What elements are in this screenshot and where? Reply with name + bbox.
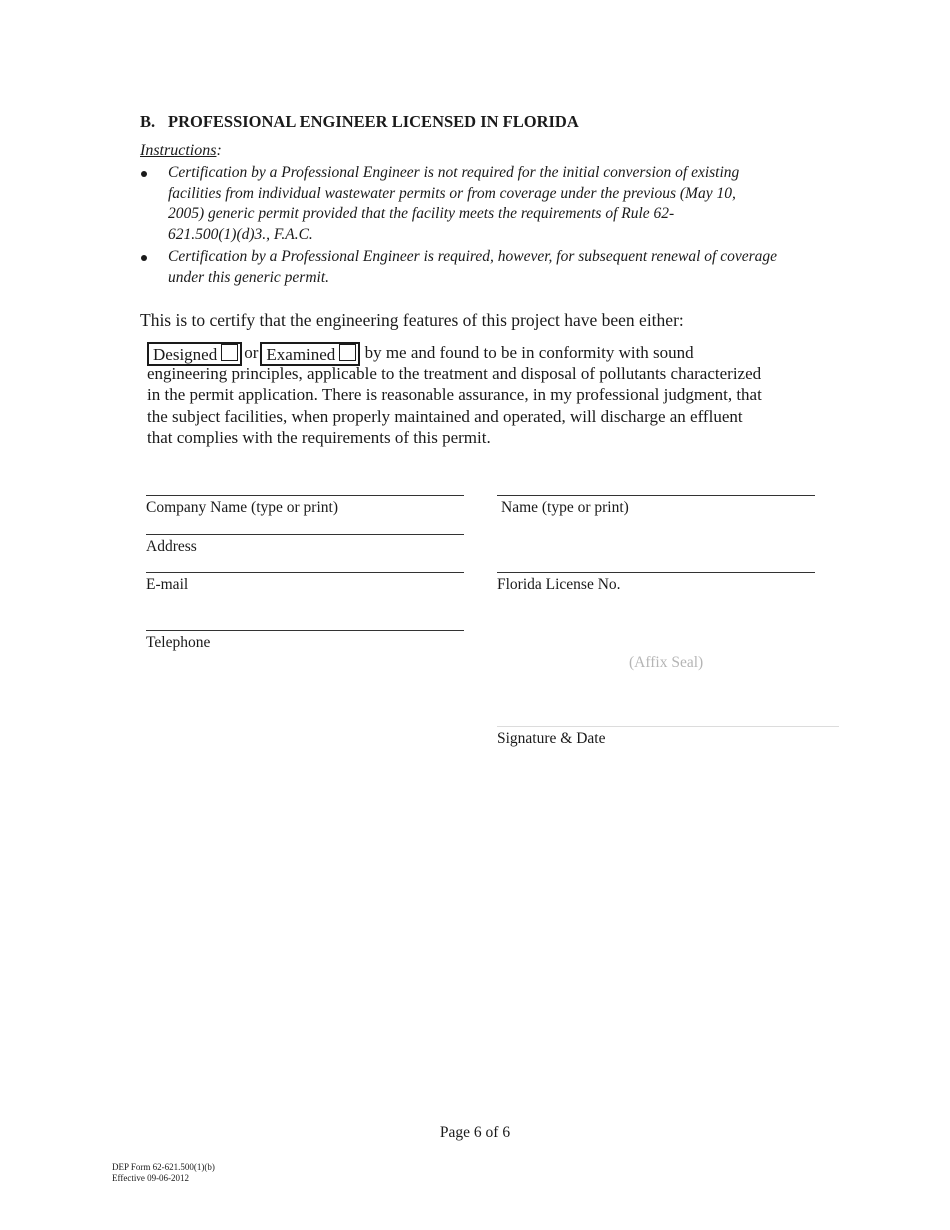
bullet-line: Certification by a Professional Engineer is not required for the initial conversion of existing — [168, 164, 740, 181]
bullet-line: 621.500(1)(d)3., F.A.C. — [168, 226, 313, 244]
certification-line: that complies with the requirements of this permit. — [147, 427, 491, 447]
examined-label: Examined — [266, 345, 336, 364]
page-number: Page 6 of 6 — [439, 1124, 511, 1141]
section-letter: B. — [140, 112, 156, 131]
signature-label: Signature & Date — [497, 730, 606, 747]
license-label: Florida License No. — [497, 576, 621, 593]
affix-seal-label: (Affix Seal) — [629, 654, 704, 671]
designed-label: Designed — [153, 345, 218, 364]
bullet-dot-icon — [141, 171, 147, 177]
section-heading — [140, 112, 579, 132]
certification-lead: This is to certify that the engineering features of this project have been either: — [140, 310, 684, 330]
address-label: Address — [146, 538, 197, 555]
certification-line: engineering principles, applicable to the treatment and disposal of pollutants characterized — [147, 364, 762, 384]
form-id: DEP Form 62-621.500(1)(b) — [112, 1162, 215, 1172]
bullet-line: facilities from individual wastewater permits or from coverage under the previous (May 10, — [168, 184, 736, 202]
examined-checkbox[interactable] — [339, 344, 356, 361]
bullet-text — [168, 247, 823, 288]
company-name-line[interactable] — [146, 495, 464, 496]
certification-first-line — [147, 342, 847, 363]
instructions-colon: : — [216, 142, 222, 159]
email-label: E-mail — [146, 576, 189, 593]
form-footer — [112, 1162, 215, 1184]
name-line[interactable] — [497, 495, 815, 496]
certification-line: in the permit application. There is reasonable assurance, in my professional judgment, that — [147, 385, 762, 405]
form-effective-date: Effective 09-06-2012 — [112, 1173, 190, 1183]
first-line-rest: by me and found to be in conformity with sound — [364, 343, 694, 362]
address-line[interactable] — [146, 534, 464, 535]
company-name-label: Company Name (type or print) — [146, 499, 338, 516]
bullet-line: Certification by a Professional Engineer is required, however, for subsequent renewal of coverage — [168, 248, 777, 265]
section-title: PROFESSIONAL ENGINEER LICENSED IN FLORIDA — [168, 112, 579, 131]
certification-paragraph — [147, 342, 847, 448]
telephone-line[interactable] — [146, 630, 464, 631]
bullet-dot-icon — [141, 255, 147, 261]
designed-checkbox[interactable] — [221, 344, 238, 361]
bullet-text — [168, 163, 823, 246]
instructions-label — [140, 142, 222, 160]
name-label: Name (type or print) — [501, 499, 629, 516]
telephone-label: Telephone — [146, 634, 211, 651]
instructions-label-text: Instructions — [140, 142, 217, 159]
bullet-line: under this generic permit. — [168, 268, 330, 286]
certification-line: the subject facilities, when properly maintained and operated, will discharge an effluent — [147, 406, 743, 426]
license-line[interactable] — [497, 572, 815, 573]
email-line[interactable] — [146, 572, 464, 573]
or-word: or — [244, 343, 259, 362]
bullet-line: 2005) generic permit provided that the facility meets the requirements of Rule 62- — [168, 205, 675, 223]
signature-line[interactable] — [497, 726, 839, 727]
